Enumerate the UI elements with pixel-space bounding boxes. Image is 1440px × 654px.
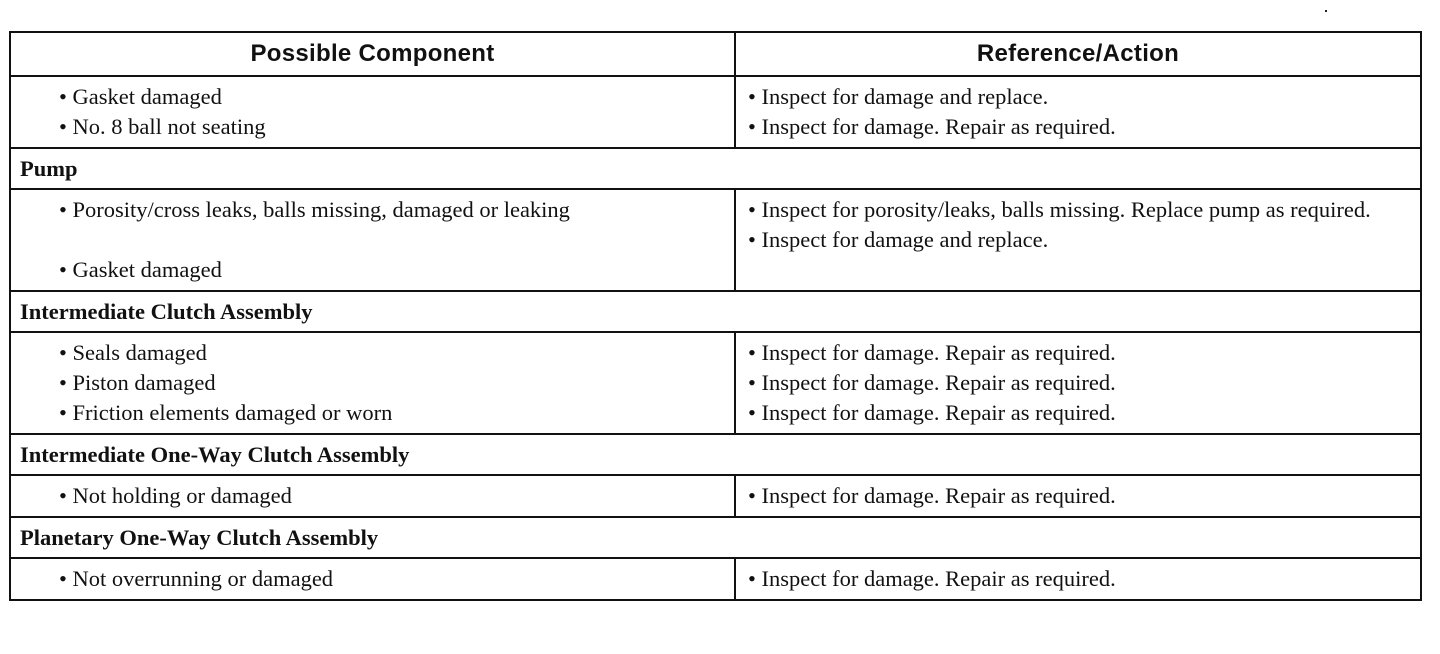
component-item: • Friction elements damaged or worn [59,400,393,425]
component-cell [10,332,735,434]
component-item: • Not overrunning or damaged [59,566,334,591]
action-cell [735,558,1421,600]
section-row-intermediate-one-way-clutch [10,434,1421,475]
header-reference-action: Reference/Action [735,32,1421,76]
action-item: • Inspect for damage. Repair as required. [748,114,1116,139]
table-row [10,332,1421,434]
action-item: • Inspect for damage. Repair as required. [748,483,1116,508]
scan-speck [1325,10,1327,12]
action-item: • Inspect for damage. Repair as required. [748,400,1116,425]
action-item: • Inspect for damage. Repair as required. [748,566,1116,591]
action-item: • Inspect for damage and replace. [748,227,1049,252]
component-cell [10,558,735,600]
section-row-intermediate-clutch [10,291,1421,332]
component-item: • No. 8 ball not seating [59,114,266,139]
component-item: • Not holding or damaged [59,483,292,508]
section-row-planetary-one-way-clutch [10,517,1421,558]
section-title: Pump [10,148,1421,189]
action-item: • Inspect for damage and replace. [748,84,1049,109]
component-cell [10,475,735,517]
action-cell [735,475,1421,517]
row-spacer [59,225,724,255]
section-title: Planetary One-Way Clutch Assembly [10,517,1421,558]
component-cell [10,76,735,148]
component-item: • Piston damaged [59,370,216,395]
table-header-row [10,32,1421,76]
action-item: • Inspect for porosity/leaks, balls missing. Replace pump as required. [748,197,1371,222]
component-item: • Seals damaged [59,340,207,365]
component-cell [10,189,735,291]
action-cell [735,76,1421,148]
component-item: • Gasket damaged [59,257,222,282]
section-title: Intermediate Clutch Assembly [10,291,1421,332]
action-item: • Inspect for damage. Repair as required. [748,340,1116,365]
table-row [10,189,1421,291]
section-row-pump [10,148,1421,189]
diagnosis-table [9,31,1422,601]
section-title: Intermediate One-Way Clutch Assembly [10,434,1421,475]
header-possible-component: Possible Component [10,32,735,76]
table-row [10,558,1421,600]
table-row [10,475,1421,517]
action-cell [735,332,1421,434]
action-item: • Inspect for damage. Repair as required. [748,370,1116,395]
component-item: • Gasket damaged [59,84,222,109]
action-cell [735,189,1421,291]
component-item: • Porosity/cross leaks, balls missing, damaged or leaking [59,197,570,222]
table-row [10,76,1421,148]
